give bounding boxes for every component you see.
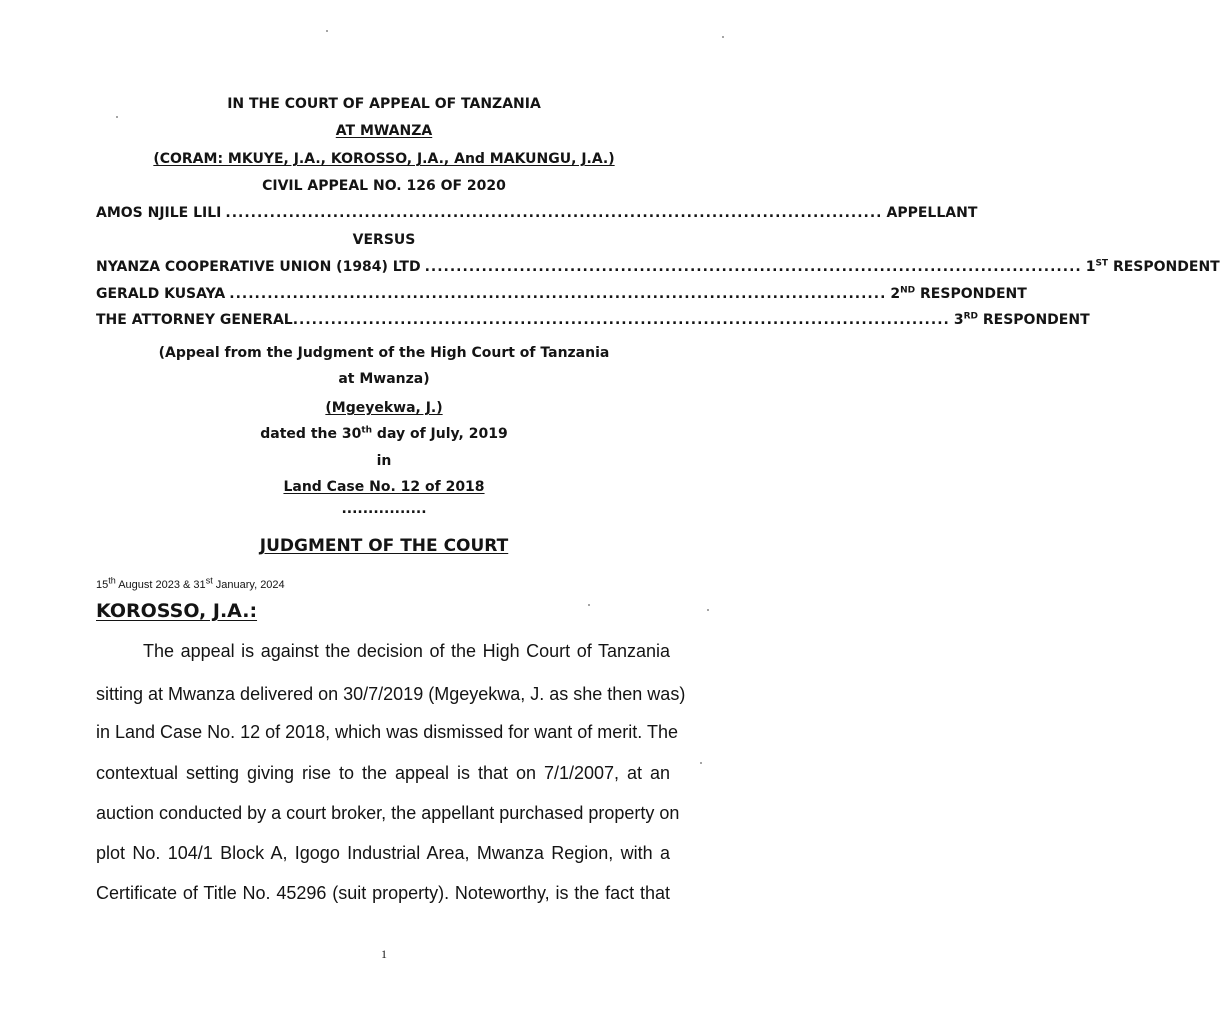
judgment-date: dated the 30th day of July, 2019 (260, 425, 508, 442)
scan-speck (326, 30, 328, 32)
versus: VERSUS (352, 232, 416, 248)
appellant-name: AMOS NJILE LILI (96, 205, 222, 221)
scan-speck (707, 609, 709, 611)
respondent3-name: THE ATTORNEY GENERAL (96, 312, 293, 328)
body-line: sitting at Mwanza delivered on 30/7/2019 (Mgeyekwa, J. as she then was) (96, 684, 686, 704)
scan-speck (700, 762, 702, 764)
scan-speck (588, 604, 590, 606)
respondent1-row (96, 258, 1220, 276)
author-judge: KOROSSO, J.A.: (96, 600, 258, 622)
leader-dots: ........................................................................................................ (229, 286, 887, 302)
respondent3-row (96, 311, 1090, 329)
appeal-from-line1: (Appeal from the Judgment of the High Court of Tanzania (158, 345, 610, 361)
leader-dots: ........................................................................................................ (292, 312, 950, 328)
body-line: auction conducted by a court broker, the appellant purchased property on (96, 803, 680, 823)
body-line: The appeal is against the decision of the High Court of Tanzania (143, 641, 670, 661)
respondent2-row (96, 285, 1027, 303)
respondent2-name: GERALD KUSAYA (96, 286, 226, 302)
page-number: 1 (381, 947, 387, 961)
leader-dots: ........................................................................................................ (424, 259, 1082, 275)
body-line: contextual setting giving rise to the appeal is that on 7/1/2007, at an (96, 763, 670, 783)
trial-judge: (Mgeyekwa, J.) (325, 400, 443, 416)
scan-speck (722, 36, 724, 38)
court-name: IN THE COURT OF APPEAL OF TANZANIA (227, 96, 541, 112)
respondent3-role: 3RD RESPONDENT (953, 311, 1090, 328)
separator-dots: ................ (341, 501, 427, 517)
judgment-title: JUDGMENT OF THE COURT (259, 536, 509, 556)
in-text: in (376, 453, 392, 469)
body-line: in Land Case No. 12 of 2018, which was dismissed for want of merit. The (96, 722, 678, 742)
case-number: CIVIL APPEAL NO. 126 OF 2020 (262, 178, 506, 194)
court-location: AT MWANZA (335, 123, 433, 139)
appeal-from-line2: at Mwanza) (338, 371, 430, 387)
coram: (CORAM: MKUYE, J.A., KOROSSO, J.A., And MAKUNGU, J.A.) (153, 151, 615, 167)
body-line: plot No. 104/1 Block A, Igogo Industrial Area, Mwanza Region, with a (96, 843, 670, 863)
appellant-role: APPELLANT (886, 205, 978, 221)
hearing-dates: 15th August 2023 & 31st January, 2024 (96, 575, 285, 591)
scan-speck (116, 116, 118, 118)
respondent1-role: 1ST RESPONDENT (1085, 258, 1220, 275)
appellant-row (96, 204, 978, 222)
body-line: Certificate of Title No. 45296 (suit property). Noteworthy, is the fact that (96, 883, 670, 903)
respondent2-role: 2ND RESPONDENT (890, 285, 1027, 302)
land-case: Land Case No. 12 of 2018 (283, 479, 485, 495)
leader-dots: ........................................................................................................ (225, 205, 883, 221)
respondent1-name: NYANZA COOPERATIVE UNION (1984) LTD (96, 259, 421, 275)
